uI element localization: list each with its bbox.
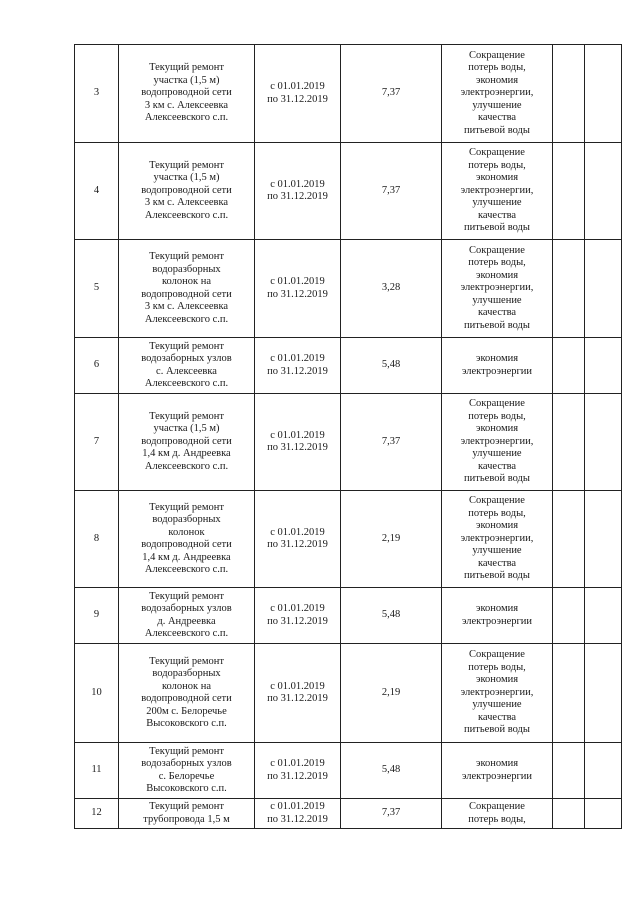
text-line: улучшение	[472, 294, 522, 306]
text-line: Сокращение	[469, 147, 525, 159]
empty-cell	[585, 743, 622, 799]
text-line: электроэнергии,	[460, 686, 534, 698]
row-number: 9	[75, 588, 119, 644]
empty-cell	[553, 799, 585, 829]
text-line: колонок на	[161, 680, 212, 692]
table-row	[75, 45, 622, 143]
text-line: Сокращение	[469, 49, 525, 61]
work-name	[119, 143, 255, 240]
work-name	[119, 45, 255, 143]
text-line: с 01.01.2019	[270, 526, 325, 538]
work-period	[255, 240, 341, 338]
text-line: Текущий ремонт	[149, 410, 224, 422]
text-line: качества	[477, 557, 517, 569]
expected-effect	[442, 45, 553, 143]
work-cost: 7,37	[341, 799, 442, 829]
text-line: с 01.01.2019	[270, 276, 325, 287]
text-line: д. Андреевка	[157, 615, 216, 627]
text-line: с 01.01.2019	[270, 603, 325, 614]
text-line: водоразборных	[152, 668, 221, 679]
text-line: электроэнергии	[461, 770, 533, 782]
text-line: по 31.12.2019	[267, 93, 328, 105]
text-line: трубопровода 1,5 м	[143, 813, 230, 825]
table-row	[75, 394, 622, 491]
work-cost: 5,48	[341, 588, 442, 644]
text-line: питьевой воды	[464, 570, 530, 582]
text-line: водопроводной сети	[141, 693, 232, 704]
empty-cell	[585, 394, 622, 491]
text-line: 3 км с. Алексеевка	[144, 301, 229, 312]
text-line: с 01.01.2019	[270, 178, 325, 190]
table-row	[75, 240, 622, 338]
work-name	[119, 338, 255, 394]
text-line: с. Алексеевка	[156, 365, 217, 377]
text-line: улучшение	[472, 99, 522, 111]
expected-effect	[442, 491, 553, 588]
text-line: 1,4 км д. Андреевка	[142, 551, 231, 563]
text-line: электроэнергии,	[460, 435, 534, 447]
text-line: по 31.12.2019	[267, 693, 328, 704]
work-period	[255, 143, 341, 240]
table-row	[75, 799, 622, 829]
text-line: качества	[477, 460, 517, 472]
work-name	[119, 588, 255, 644]
text-line: участка (1,5 м)	[153, 172, 220, 184]
text-line: Сокращение	[469, 801, 525, 812]
text-line: водопроводной сети	[141, 184, 232, 196]
text-line: Алексеевского с.п.	[144, 460, 229, 472]
empty-cell	[585, 240, 622, 338]
text-line: с 01.01.2019	[270, 801, 325, 812]
text-line: качества	[477, 307, 517, 319]
row-number: 3	[75, 45, 119, 143]
text-line: Алексеевского с.п.	[144, 209, 229, 221]
empty-cell	[553, 240, 585, 338]
text-line: Сокращение	[469, 244, 525, 256]
work-period	[255, 394, 341, 491]
text-line: потерь воды,	[468, 257, 526, 269]
text-line: питьевой воды	[464, 473, 530, 485]
text-line: водопроводной сети	[141, 539, 232, 550]
expected-effect	[442, 588, 553, 644]
empty-cell	[553, 143, 585, 240]
text-line: Текущий ремонт	[149, 159, 224, 171]
text-line: водозаборных узлов	[141, 353, 232, 364]
text-line: экономия	[475, 423, 519, 435]
text-line: Сокращение	[469, 495, 525, 507]
text-line: потерь воды,	[468, 62, 526, 74]
empty-cell	[553, 338, 585, 394]
text-line: 3 км с. Алексеевка	[144, 197, 229, 209]
text-line: Текущий ремонт	[149, 655, 224, 667]
text-line: Сокращение	[469, 649, 525, 661]
expected-effect	[442, 743, 553, 799]
expected-effect	[442, 394, 553, 491]
empty-cell	[585, 45, 622, 143]
text-line: участка (1,5 м)	[153, 423, 220, 435]
empty-cell	[553, 588, 585, 644]
text-line: Текущий ремонт	[149, 62, 224, 74]
work-cost: 5,48	[341, 338, 442, 394]
empty-cell	[585, 491, 622, 588]
empty-cell	[553, 491, 585, 588]
empty-cell	[553, 394, 585, 491]
work-cost: 2,19	[341, 644, 442, 743]
text-line: улучшение	[472, 448, 522, 460]
text-line: водопроводной сети	[141, 288, 232, 300]
empty-cell	[585, 799, 622, 829]
text-line: экономия	[475, 674, 519, 686]
text-line: водопроводной сети	[141, 435, 232, 447]
expected-effect	[442, 338, 553, 394]
work-period	[255, 799, 341, 829]
text-line: Алексеевского с.п.	[144, 628, 229, 639]
empty-cell	[585, 644, 622, 743]
row-number: 6	[75, 338, 119, 394]
text-line: участка (1,5 м)	[153, 74, 220, 86]
text-line: экономия	[475, 74, 519, 86]
row-number: 7	[75, 394, 119, 491]
text-line: с 01.01.2019	[270, 81, 325, 92]
text-line: экономия	[475, 353, 519, 364]
table-body	[75, 45, 622, 829]
text-line: электроэнергии	[461, 365, 533, 377]
text-line: электроэнергии,	[460, 87, 534, 99]
text-line: 200м с. Белоречье	[146, 705, 227, 717]
empty-cell	[553, 743, 585, 799]
text-line: питьевой воды	[464, 124, 530, 136]
text-line: с 01.01.2019	[270, 429, 325, 441]
text-line: электроэнергии,	[460, 532, 534, 544]
table-row	[75, 143, 622, 240]
work-cost: 7,37	[341, 45, 442, 143]
work-name	[119, 240, 255, 338]
expected-effect	[442, 799, 553, 829]
text-line: потерь воды,	[468, 507, 526, 519]
empty-cell	[585, 588, 622, 644]
text-line: водоразборных	[152, 263, 221, 275]
text-line: с. Белоречье	[158, 770, 215, 782]
work-period	[255, 491, 341, 588]
work-name	[119, 491, 255, 588]
work-period	[255, 743, 341, 799]
text-line: водопроводной сети	[141, 87, 232, 99]
row-number: 4	[75, 143, 119, 240]
expected-effect	[442, 240, 553, 338]
expected-effect	[442, 143, 553, 240]
work-name	[119, 644, 255, 743]
empty-cell	[585, 338, 622, 394]
text-line: 1,4 км д. Андреевка	[142, 448, 231, 460]
text-line: Алексеевского с.п.	[144, 313, 229, 325]
text-line: Алексеевского с.п.	[144, 378, 229, 389]
text-line: с 01.01.2019	[270, 680, 325, 692]
text-line: Текущий ремонт	[149, 501, 224, 513]
text-line: потерь воды,	[468, 159, 526, 171]
text-line: качества	[477, 209, 517, 221]
work-cost: 2,19	[341, 491, 442, 588]
row-number: 10	[75, 644, 119, 743]
text-line: по 31.12.2019	[267, 365, 328, 377]
table-row	[75, 743, 622, 799]
work-period	[255, 588, 341, 644]
empty-cell	[553, 644, 585, 743]
row-number: 5	[75, 240, 119, 338]
text-line: водозаборных узлов	[141, 603, 232, 614]
work-cost: 7,37	[341, 394, 442, 491]
text-line: Текущий ремонт	[149, 745, 224, 757]
text-line: Текущий ремонт	[149, 590, 224, 602]
work-period	[255, 338, 341, 394]
text-line: по 31.12.2019	[267, 770, 328, 782]
empty-cell	[585, 143, 622, 240]
text-line: Алексеевского с.п.	[144, 112, 229, 124]
text-line: по 31.12.2019	[267, 813, 328, 825]
work-period	[255, 45, 341, 143]
work-cost: 5,48	[341, 743, 442, 799]
text-line: водозаборных узлов	[141, 758, 232, 769]
text-line: электроэнергии,	[460, 282, 534, 294]
text-line: электроэнергии,	[460, 184, 534, 196]
empty-cell	[553, 45, 585, 143]
work-period	[255, 644, 341, 743]
text-line: по 31.12.2019	[267, 288, 328, 300]
text-line: с 01.01.2019	[270, 758, 325, 769]
text-line: 3 км с. Алексеевка	[144, 99, 229, 111]
text-line: электроэнергии	[461, 615, 533, 627]
text-line: качества	[477, 112, 517, 124]
text-line: экономия	[475, 758, 519, 769]
work-name	[119, 394, 255, 491]
text-line: питьевой воды	[464, 724, 530, 736]
text-line: Текущий ремонт	[149, 801, 224, 812]
text-line: качества	[477, 711, 517, 723]
text-line: питьевой воды	[464, 222, 530, 234]
text-line: Сокращение	[469, 398, 525, 410]
text-line: водоразборных	[152, 514, 221, 525]
text-line: потерь воды,	[468, 813, 526, 825]
work-cost: 7,37	[341, 143, 442, 240]
text-line: по 31.12.2019	[267, 191, 328, 202]
text-line: потерь воды,	[468, 410, 526, 422]
text-line: улучшение	[472, 699, 522, 711]
text-line: экономия	[475, 603, 519, 614]
row-number: 11	[75, 743, 119, 799]
text-line: экономия	[475, 269, 519, 281]
text-line: экономия	[475, 520, 519, 532]
work-cost: 3,28	[341, 240, 442, 338]
text-line: Текущий ремонт	[149, 340, 224, 352]
text-line: Текущий ремонт	[149, 251, 224, 262]
work-name	[119, 743, 255, 799]
table-row	[75, 588, 622, 644]
text-line: Алексеевского с.п.	[144, 564, 229, 575]
text-line: экономия	[475, 172, 519, 184]
table-row	[75, 644, 622, 743]
text-line: по 31.12.2019	[267, 615, 328, 627]
text-line: питьевой воды	[464, 319, 530, 331]
text-line: колонок	[168, 526, 205, 538]
text-line: с 01.01.2019	[270, 353, 325, 364]
work-name	[119, 799, 255, 829]
text-line: колонок на	[161, 276, 212, 287]
row-number: 12	[75, 799, 119, 829]
text-line: улучшение	[472, 545, 522, 557]
text-line: Высоковского с.п.	[146, 718, 227, 729]
table-row	[75, 491, 622, 588]
text-line: по 31.12.2019	[267, 442, 328, 453]
text-line: Высоковского с.п.	[146, 783, 227, 794]
table-row	[75, 338, 622, 394]
row-number: 8	[75, 491, 119, 588]
expected-effect	[442, 644, 553, 743]
text-line: по 31.12.2019	[267, 539, 328, 550]
text-line: улучшение	[472, 197, 522, 209]
repair-works-table	[74, 44, 622, 829]
text-line: потерь воды,	[468, 661, 526, 673]
